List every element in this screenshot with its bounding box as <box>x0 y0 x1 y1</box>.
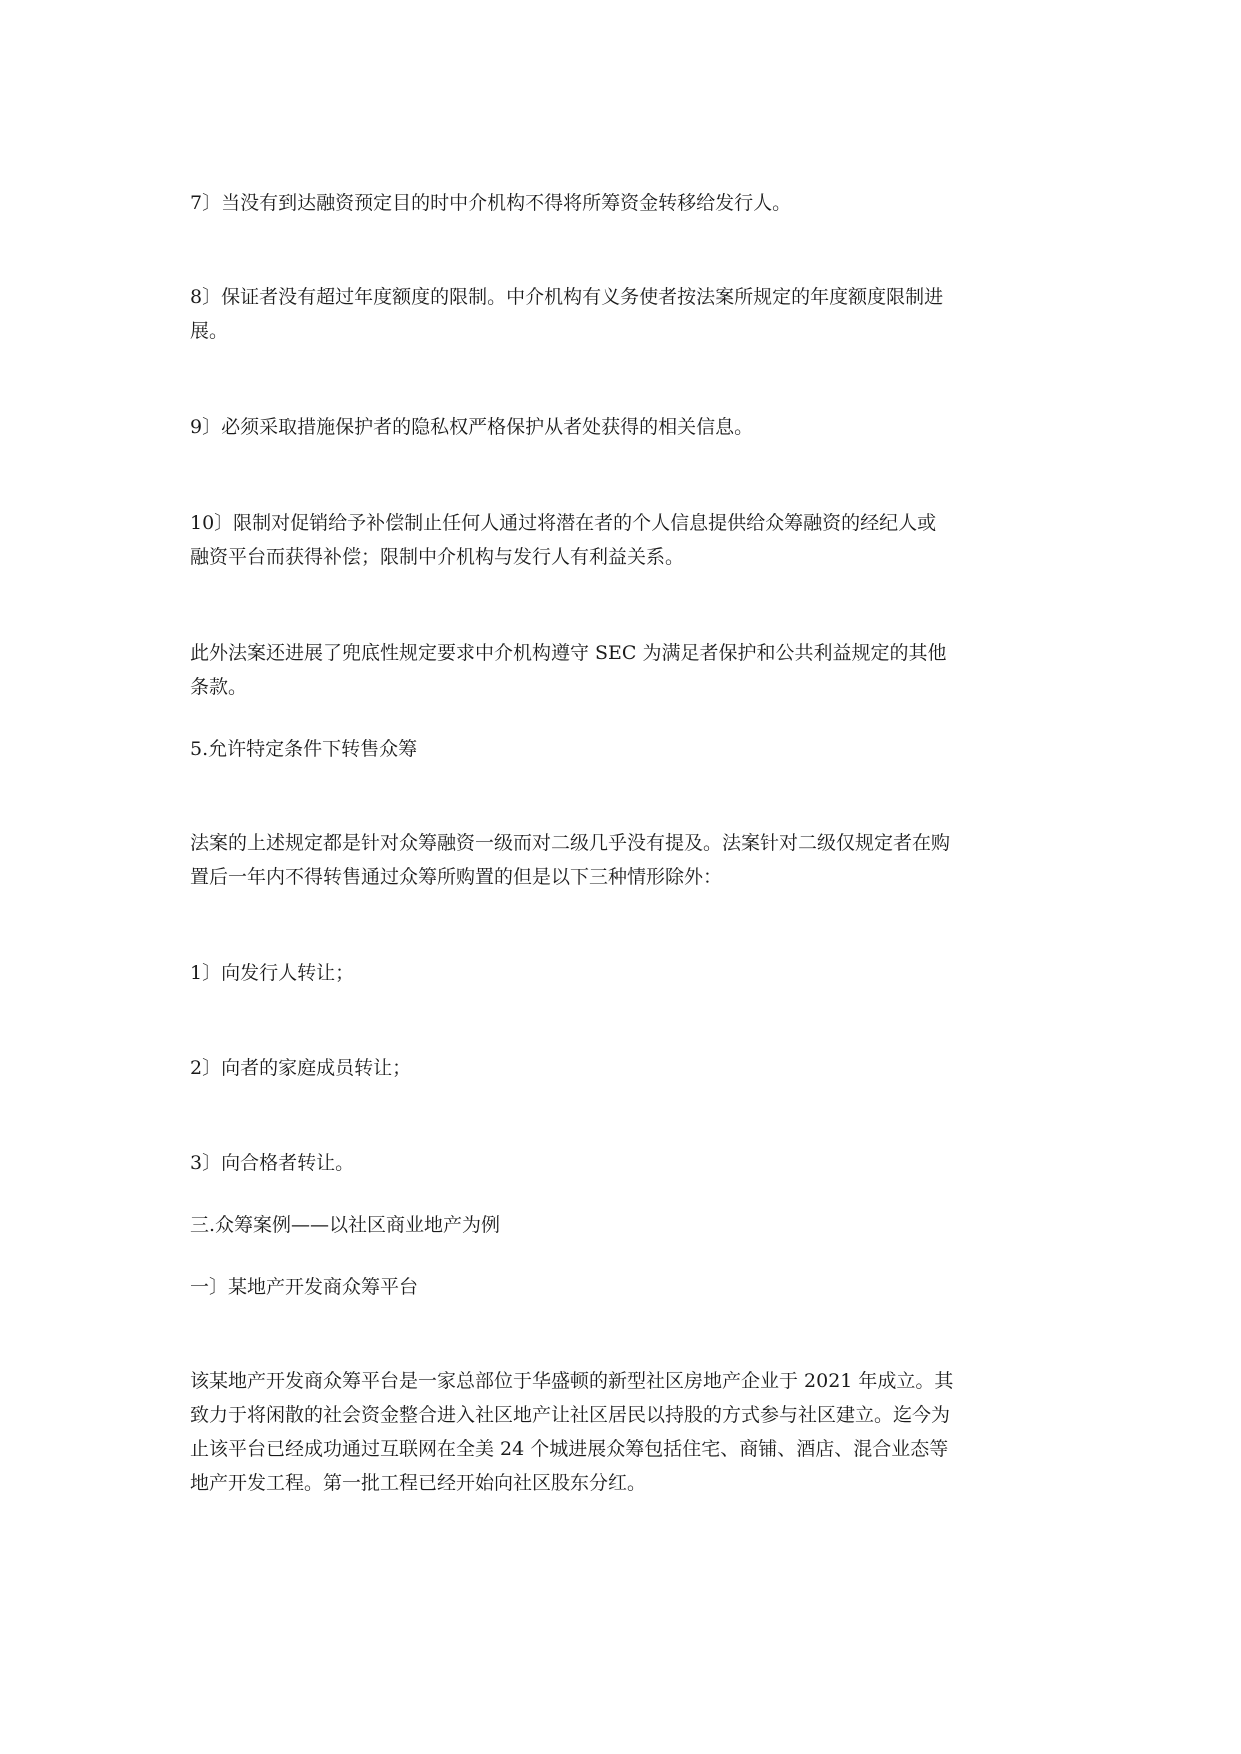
text-line: 一〕某地产开发商众筹平台 <box>190 1276 419 1298</box>
text-line: 5.允许特定条件下转售众筹 <box>190 738 418 760</box>
text-line: 8〕保证者没有超过年度额度的限制。中介机构有义务使者按法案所规定的年度额度限制进 <box>190 286 944 308</box>
text-line: 止该平台已经成功通过互联网在全美 24 个城进展众筹包括住宅、商铺、酒店、混合业态等 <box>190 1438 949 1460</box>
text-line: 该某地产开发商众筹平台是一家总部位于华盛顿的新型社区房地产企业于 2021 年成立。其 <box>190 1370 954 1392</box>
text-line: 法案的上述规定都是针对众筹融资一级而对二级几乎没有提及。法案针对二级仅规定者在购 <box>190 832 951 854</box>
text-line: 条款。 <box>190 676 248 698</box>
text-line: 1〕向发行人转让； <box>190 962 355 984</box>
text-line: 3〕向合格者转让。 <box>190 1152 355 1174</box>
text-line: 此外法案还进展了兜底性规定要求中介机构遵守 SEC 为满足者保护和公共利益规定的其他 <box>190 642 947 664</box>
paragraph-case-study <box>190 1364 1060 1500</box>
text-line: 三.众筹案例——以社区商业地产为例 <box>190 1214 501 1236</box>
paragraph-sec-clause <box>190 636 1060 704</box>
section-heading-3 <box>190 1208 1060 1242</box>
paragraph-resale-rules <box>190 826 1060 894</box>
paragraph-item-10 <box>190 506 1060 574</box>
text-line: 地产开发工程。第一批工程已经开始向社区股东分红。 <box>190 1472 647 1494</box>
text-line: 融资平台而获得补偿；限制中介机构与发行人有利益关系。 <box>190 546 685 568</box>
paragraph-item-9 <box>190 410 1060 444</box>
text-line: 10〕限制对促销给予补偿制止任何人通过将潜在者的个人信息提供给众筹融资的经纪人或 <box>190 512 937 534</box>
paragraph-item-7 <box>190 186 1060 220</box>
text-line: 致力于将闲散的社会资金整合进入社区地产让社区居民以持股的方式参与社区建立。迄今为 <box>190 1404 951 1426</box>
paragraph-item-8 <box>190 280 1060 348</box>
text-line: 2〕向者的家庭成员转让； <box>190 1057 412 1079</box>
list-item-1 <box>190 956 1060 990</box>
list-item-2 <box>190 1051 1060 1085</box>
text-line: 置后一年内不得转售通过众筹所购置的但是以下三种情形除外： <box>190 866 723 888</box>
text-line: 9〕必须采取措施保护者的隐私权严格保护从者处获得的相关信息。 <box>190 416 754 438</box>
text-line: 展。 <box>190 320 229 342</box>
text-line: 7〕当没有到达融资预定目的时中介机构不得将所筹资金转移给发行人。 <box>190 192 792 214</box>
subsection-heading-1 <box>190 1270 1060 1304</box>
list-item-3 <box>190 1146 1060 1180</box>
section-heading-5 <box>190 732 1060 766</box>
